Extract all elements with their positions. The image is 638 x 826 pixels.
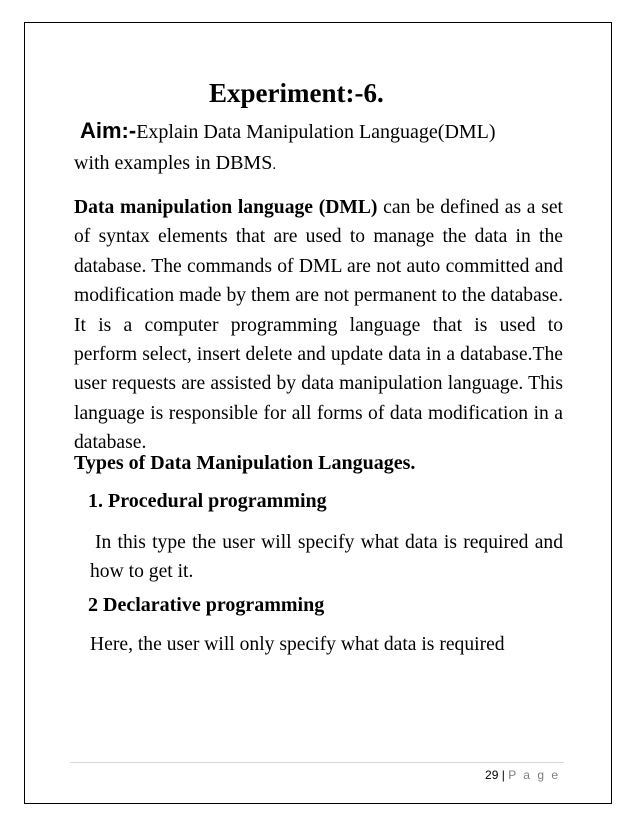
declarative-heading: 2 Declarative programming — [88, 594, 325, 616]
aim-label: Aim:- — [80, 118, 137, 143]
aim-text-2: with examples in DBMS — [74, 152, 273, 174]
dml-definition-paragraph — [74, 193, 563, 458]
procedural-heading: 1. Procedural programming — [88, 490, 327, 512]
types-heading: Types of Data Manipulation Languages. — [74, 452, 416, 474]
aim-period: . — [272, 157, 277, 173]
page-title: Experiment:-6. — [209, 78, 384, 108]
aim-line — [74, 118, 496, 144]
declarative-body: Here, the user will only specify what data is required — [90, 634, 505, 655]
page-label: P a g e — [508, 768, 560, 782]
footer-separator: | — [501, 768, 505, 782]
page-footer — [485, 768, 560, 782]
footer-rule — [70, 762, 564, 763]
aim-line-2 — [74, 152, 276, 175]
dml-definition-text: can be defined as a set of syntax elements that are used to manage the data in the database. The commands of DML are not auto committed and modification made by them are not permanent to the database. It is a computer programming language that is used to perform select, insert delete and update data in a database.The user requests are assisted by data manipulation language. This language is responsible for all forms of data modification in a database. — [74, 197, 563, 454]
aim-text: Explain Data Manipulation Language(DML) — [136, 121, 496, 143]
procedural-body: In this type the user will specify what data is required and how to get it. — [90, 532, 563, 582]
dml-term: Data manipulation language (DML) — [74, 197, 378, 218]
page-number: 29 — [485, 768, 499, 782]
